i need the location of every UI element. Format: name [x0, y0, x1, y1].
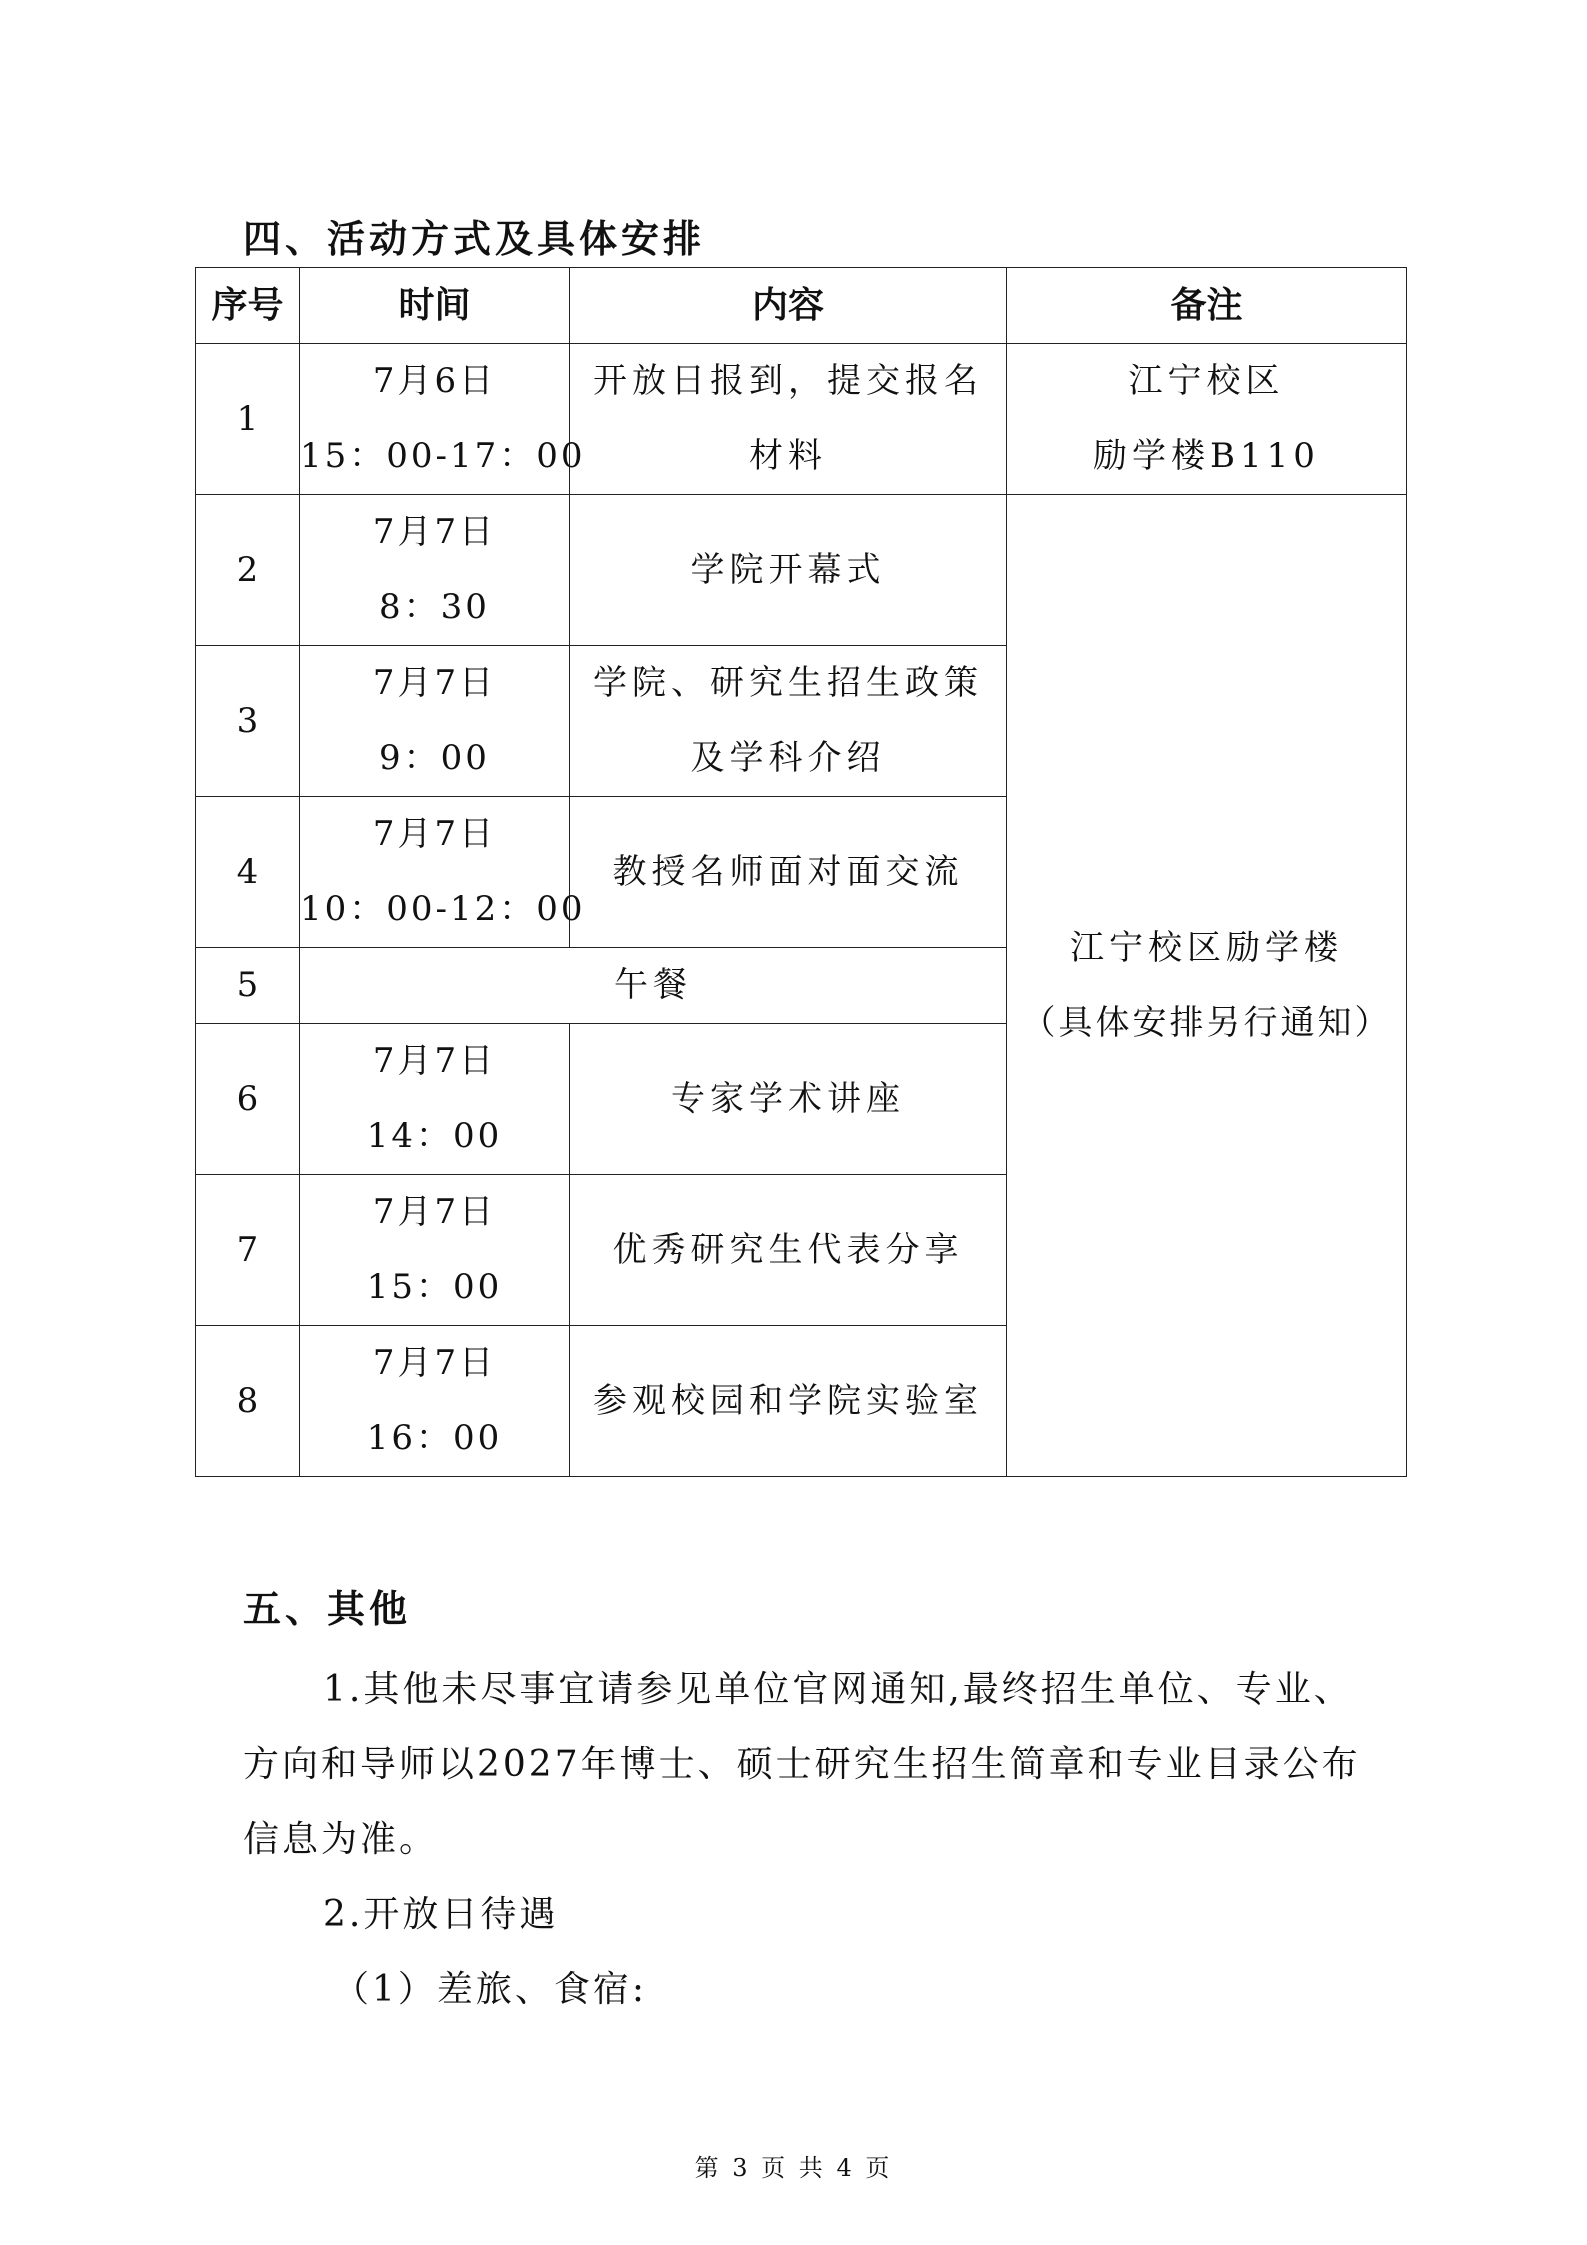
row-content-line: 专家学术讲座 — [671, 1078, 905, 1119]
row-no: 2 — [196, 495, 300, 646]
paragraph: 2.开放日待遇 — [323, 1894, 559, 1935]
header-note: 备注 — [1007, 268, 1407, 344]
row-no: 1 — [196, 344, 300, 495]
row-content-merged — [300, 948, 1007, 1024]
row-content — [570, 495, 1007, 646]
page-footer: 第 3 页 共 4 页 — [694, 2154, 893, 2182]
row-note-merged — [1007, 495, 1407, 1477]
row-content-line: 及学科介绍 — [690, 738, 886, 778]
header-time: 时间 — [300, 268, 570, 344]
row-no: 8 — [196, 1326, 300, 1477]
row-date: 7月7日 — [372, 1041, 497, 1081]
row-time — [300, 344, 586, 495]
row-content-line: 材料 — [749, 436, 827, 476]
row-clock: 10：00-12：00 — [300, 889, 586, 929]
row-no: 5 — [196, 948, 300, 1024]
row-time — [300, 1175, 570, 1326]
row-content-line: 教授名师面对面交流 — [612, 851, 964, 892]
row-content-line: 参观校园和学院实验室 — [593, 1380, 983, 1421]
note-line: （具体安排另行通知） — [1021, 1002, 1392, 1043]
row-no: 4 — [196, 797, 300, 948]
row-content — [570, 1326, 1007, 1477]
schedule-table — [195, 267, 1407, 1477]
row-content — [570, 1024, 1007, 1175]
table-row — [196, 344, 1407, 495]
row-clock: 9：00 — [379, 738, 490, 778]
row-time — [300, 797, 586, 948]
table-row — [196, 495, 1407, 646]
row-content — [570, 646, 1007, 797]
row-content-line: 优秀研究生代表分享 — [612, 1229, 964, 1270]
row-no: 3 — [196, 646, 300, 797]
row-content-line: 开放日报到，提交报名 — [593, 361, 983, 401]
paragraph: 1.其他未尽事宜请参见单位官网通知,最终招生单位、专业、方向和导师以2027年博士、硕士研究生招生简章和专业目录公布信息为准。 — [243, 1669, 1361, 1860]
row-no: 7 — [196, 1175, 300, 1326]
row-date: 7月7日 — [372, 814, 497, 854]
row-content — [570, 344, 1007, 495]
row-date: 7月7日 — [372, 1192, 497, 1232]
row-date: 7月7日 — [372, 512, 497, 552]
row-note — [1007, 344, 1407, 495]
row-time — [300, 495, 570, 646]
row-date: 7月7日 — [372, 663, 497, 703]
row-content-line: 学院开幕式 — [690, 549, 886, 590]
row-content — [570, 797, 1007, 948]
row-content — [570, 1175, 1007, 1326]
table-header-row — [196, 268, 1407, 344]
row-content-line: 午餐 — [614, 965, 692, 1005]
row-clock: 8：30 — [379, 587, 490, 627]
row-clock: 15：00 — [366, 1267, 503, 1307]
row-date: 7月7日 — [372, 1343, 497, 1383]
header-content: 内容 — [570, 268, 1007, 344]
row-time — [300, 1326, 570, 1477]
note-line: 江宁校区励学楼 — [1070, 927, 1343, 968]
row-clock: 16：00 — [366, 1418, 503, 1458]
note-line: 励学楼B110 — [1093, 436, 1320, 476]
row-clock: 15：00-17：00 — [300, 436, 586, 476]
section-heading: 四、活动方式及具体安排 — [243, 217, 706, 261]
row-no: 6 — [196, 1024, 300, 1175]
note-line: 江宁校区 — [1128, 361, 1285, 401]
row-content-line: 学院、研究生招生政策 — [593, 663, 983, 703]
row-date: 7月6日 — [372, 361, 497, 401]
row-clock: 14：00 — [366, 1116, 503, 1156]
paragraph: （1）差旅、食宿: — [333, 1969, 648, 2010]
header-no: 序号 — [196, 268, 300, 344]
row-time — [300, 646, 570, 797]
section-heading: 五、其他 — [243, 1587, 412, 1631]
row-time — [300, 1024, 570, 1175]
